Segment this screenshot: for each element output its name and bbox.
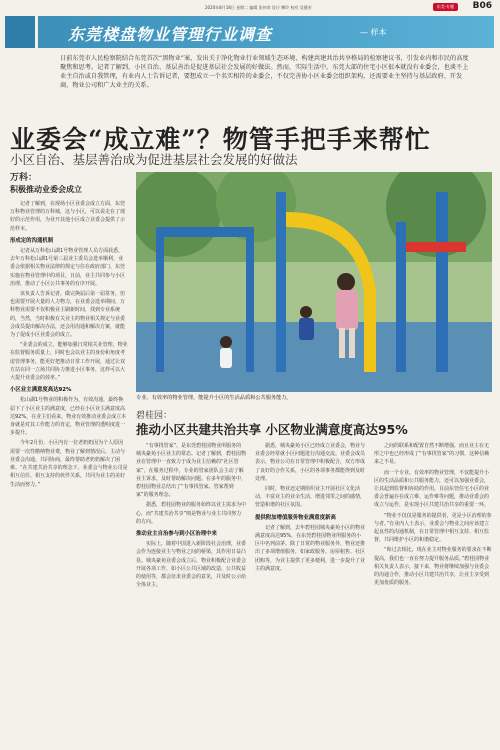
col1-paragraph: “业委会的成立，能够加强日常相关业管理，物业在监督服务质量上，同时也会以业主的身份和角度考虑管理事务，能更好把推动日常工作开展，通过让双方站在同一立场共同协力推进小区事务，这样可以大大提升业委会的效率。” (10, 342, 128, 382)
col3-paragraph: 据悉，城央豪苑小区已经成立业委会，物业与业委会经常就小区问题进行沟通交流。业委会成员表示，物业公司在日常管理中积极配合，双方形成了良好的合作关系，小区的各项事务都能得到及时处理。 (255, 443, 366, 482)
col2-paragraph: 据悉，碧桂园物业的服务始终以业主需求为中心，而“共建共治共享”则是物业与业主共同努力的方向。 (136, 502, 247, 525)
banner-subtitle: — 样本 (360, 28, 387, 37)
column-3 (255, 442, 365, 575)
photo-caption: 专业、有效率的物业管理，能提升小区的生活品质和公共服务能力。 (136, 395, 292, 401)
section-banner (38, 16, 494, 48)
col3-paragraph: 记者了解到，去年碧桂园城央豪苑小区的物业满意度高达95%，在东莞碧桂园物业所服务的小区中名列前茅。除了日常的物业服务外，物业还推出了多项增值服务，如家政服务、房屋租售、社区团购等，为业主提供了更多便利，进一步提升了业主的满意度。 (255, 524, 366, 572)
col3-section-heading: 提供附加增值服务物业满意度新高 (255, 514, 336, 521)
col1-section-heading: 小区业主满意度高达92% (10, 387, 72, 394)
column-4 (374, 442, 492, 589)
col2-section-heading: 推动业主自治参与到小区治理中来 (136, 531, 217, 538)
col1-paragraph: 松山湖1号物业的积极作为，有效沟通，最终换届下了小区业主的满意度，已经在小区业主满意度高达92%，在业主们看来，物业有效推动业委会成立本身就是对其工作能力的肯定，物业管理的透明度进一步提升。 (10, 397, 127, 437)
subheadline: 小区自治、基层善治成为促进基层社会发展的好做法 (10, 152, 298, 167)
photo-illustration (136, 172, 492, 392)
second-headline: 推动小区共建共治共享 小区物业满意度高达95% (136, 422, 408, 437)
playground-photo (136, 172, 492, 392)
issue-meta: 2020年8月18日 星期二 编辑 张伟荣 设计 攀玲 校对 吴健芳 (205, 5, 312, 10)
column-1 (10, 172, 128, 491)
col1-section-heading: 形成定的沟通机制 (10, 237, 54, 244)
byline: 碧桂园： (136, 411, 173, 421)
banner-side-block (5, 16, 35, 48)
col3-paragraph: 同时，物业还定期组织业主开展社区文化活动，丰富业主的业余生活，增进邻里之间的感情，营造和谐的社区氛围。 (255, 486, 366, 509)
col4-paragraph: 而一个专业、有效率的物业管理，不仅能提升小区的生活品质和公共服务能力，还可以加强业委会，让其起到监督和协助的作用。目前东莞住宅小区的业委会普遍存在成立难、运作难等问题，推动业委会的成立与运作，是实现小区共建共治共享的重要一环。 (374, 469, 490, 509)
col1-paragraph: 记者了解到，在现场小区业委会成立方面，东莞万科物业管理的万科城，这与小区，可以说走在了现好的示范作用，为业开其他小区成立业委会提供了示范样本。 (10, 201, 126, 232)
col1-lead: 万科： (10, 173, 38, 183)
col1-lead-sub: 积极推动业委会成立 (10, 185, 82, 194)
col1-paragraph: 记者从万科松山湖1号物业管理人员方面获悉，去年万科松山湖1号第三届业主委员会选举顺利，业委会依据相关物业法律的规定与住在政府部门、东莞实施在物业管理中的项目，日前，业主共同参与小区治理，推动了小区公共事务的有序开展。 (10, 248, 126, 287)
section-tag: 东莞·专题 (433, 3, 458, 11)
col2-paragraph: 实际上，随着中国进入新阶段社会治理，业委会作为连接业主与物业之间的桥梁，其作用日益凸显。城央豪苑业委会成立后，物业积极配合业委会开展各项工作，如小区公共区域的改造、公共收益的使用等，都会征求业委会的意见，并及时公示给全体业主。 (136, 541, 247, 589)
col4-paragraph: 之间的联系和配置自然不断增强，而且业主在无形之中也已经形成了“有事找管家”的习惯，这种信赖来之不易。 (374, 443, 490, 466)
column-2 (136, 442, 246, 591)
headline: 业委会“成立难”？物管手把手来帮忙 (10, 125, 431, 154)
col4-paragraph: “和过去相比，现在业主对物业服务的要求在不断提高，我们也一直在努力提升服务品质。”碧桂园物业相关负责人表示，接下来，物业将继续加强与业委会的沟通合作，推动小区共建共治共享，让业主享受到更加优质的服务。 (374, 547, 492, 587)
col2-paragraph: “有事找管家”，是东莞碧桂园物业所服务的城央豪苑小区业主的常态。记者了解到，碧桂园物业在管理中一直致力于成为业主信赖的“社区管家”，在服务过程中，专业的管家团队会主动了解业主诉求，及时帮助解决问题。在多年的服务中，碧桂园物业总结出了“有事找管家、管家帮到家”的服务理念。 (136, 443, 247, 499)
page-number: B06 (472, 1, 492, 11)
col1-paragraph: 今年2月份，小区内有一位老奶奶因为个人原因需要一次性缴纳物业费，物业了解到情况后，主动与业委会沟通，共同协商，最终帮助老奶奶解决了困难。“在共建共治共享的理念下，业委会与物业公司是相互信任、相互支持的伙伴关系，共同为业主的美好生活而努力。” (10, 440, 128, 488)
banner-title: 东莞楼盘物业管理行业调查 (68, 25, 273, 44)
col4-paragraph: “物业不仅仅是服务的提供者，更是小区治理的参与者。”有业内人士表示，业委会与物业之间应该建立起良性的沟通机制，在日常管理中相互支持、相互监督，共同维护小区的和谐稳定。 (374, 512, 492, 544)
masthead (0, 0, 500, 14)
col1-paragraph: 该负责人告诉记者，做完换届后第一届常务，但也需要开展大量的人力物力，在业委会选举期间，万科物业需要不仅积极业主刷新时间，找到专业系统的，当然，当时积极有关业主的物业相关规定与业委会成员提出解决办法，还会用沟通和解决方案，就能为了促成小区业委会的成立。 (10, 291, 126, 339)
intro-paragraph: 日前东莞市人民检察院结合东莞首次“黑物业”案，发出关于净化物业行业领域生态环境、构建共建共治共享格局的检察建议书，引发业内和市民的高度聚焦和思考。记者了解到，小区自治、基层善治是促进基层社会发展的好做法。然而，实际生活中，东莞大部的住宅小区很本就没有业委会，也谈不上业主自治或自我管理，有业内人士告诉记者，要想成立一个名实相符的业委会，不仅完善协小区业委会组织架构，还需要业主坚持与基层政府、开发商、物业公司和广大业主的关系。 (60, 55, 469, 89)
